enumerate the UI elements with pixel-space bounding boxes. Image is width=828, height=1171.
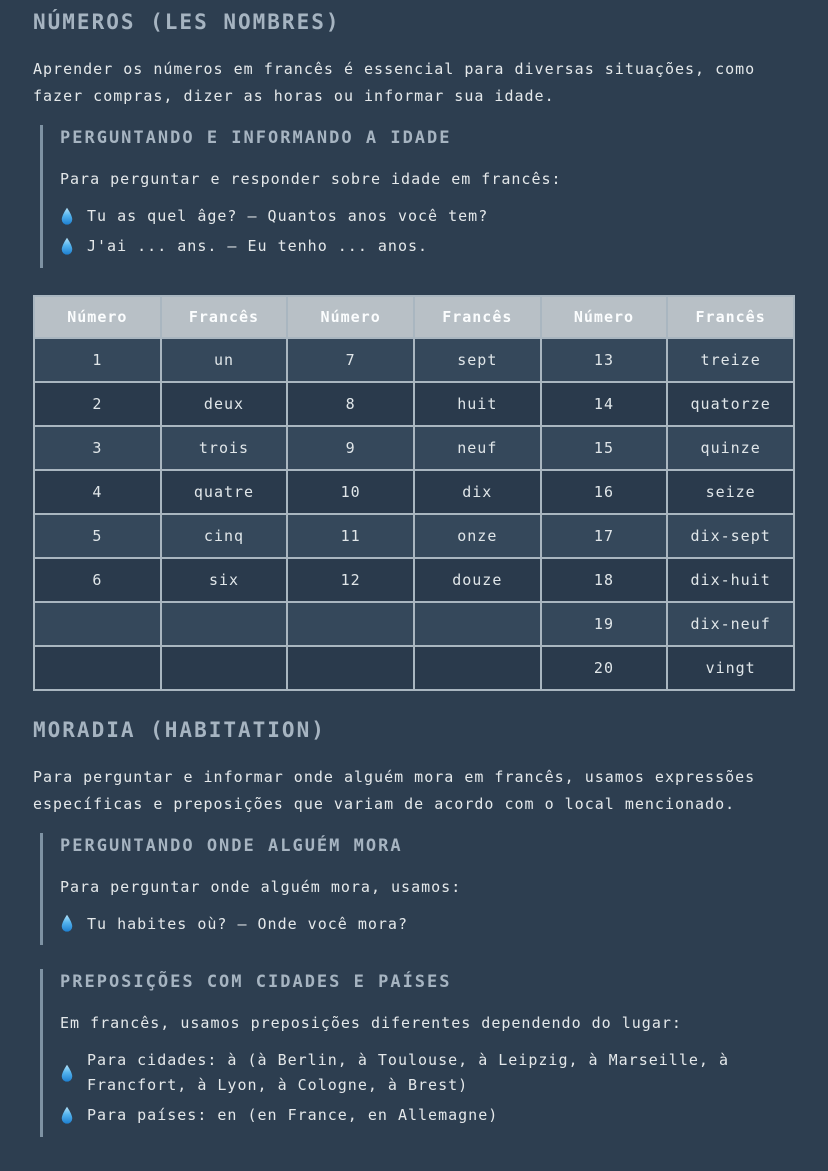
housing-section-intro: Para perguntar e informar onde alguém mora em francês, usamos expressões específicas e preposições que variam de acordo com o local mencionado. <box>33 767 756 813</box>
droplet-icon <box>60 1064 74 1083</box>
numbers-section-intro: Aprender os números em francês é essencial para diversas situações, como fazer compras, dizer as horas ou informar sua idade. <box>33 60 756 105</box>
table-cell <box>161 646 288 690</box>
list-item-text: Tu habites où? – Onde você mora? <box>87 914 408 933</box>
list-item <box>60 234 795 259</box>
table-row <box>34 514 794 558</box>
table-cell: 1 <box>34 338 161 382</box>
list-item <box>60 204 795 229</box>
table-row <box>34 558 794 602</box>
table-row <box>34 338 794 382</box>
table-cell: sept <box>414 338 541 382</box>
table-cell: 7 <box>287 338 414 382</box>
numbers-table-header <box>34 296 794 338</box>
subsection-asking-age <box>40 125 795 268</box>
asking-residence-intro: Para perguntar onde alguém mora, usamos: <box>60 877 462 896</box>
table-cell: 20 <box>541 646 668 690</box>
table-row <box>34 646 794 690</box>
table-cell: dix <box>414 470 541 514</box>
table-cell: deux <box>161 382 288 426</box>
list-item <box>60 1048 795 1098</box>
table-cell: 17 <box>541 514 668 558</box>
table-cell: 11 <box>287 514 414 558</box>
asking-age-title: PERGUNTANDO E INFORMANDO A IDADE <box>60 128 452 148</box>
droplet-icon <box>60 914 74 933</box>
table-cell: quatre <box>161 470 288 514</box>
table-cell <box>414 602 541 646</box>
subsection-prepositions <box>40 969 795 1136</box>
prepositions-intro: Em francês, usamos preposições diferentes dependendo do lugar: <box>60 1014 682 1033</box>
table-row <box>34 382 794 426</box>
table-header-row <box>34 296 794 338</box>
table-cell: onze <box>414 514 541 558</box>
table-cell: 10 <box>287 470 414 514</box>
list-item-text: Para países: en (en France, en Allemagne) <box>87 1105 499 1124</box>
table-cell <box>414 646 541 690</box>
table-cell: 4 <box>34 470 161 514</box>
table-cell: 12 <box>287 558 414 602</box>
table-cell: quatorze <box>667 382 794 426</box>
table-cell <box>34 602 161 646</box>
table-header-cell: Número <box>541 296 668 338</box>
numbers-table <box>33 295 795 691</box>
table-cell: 3 <box>34 426 161 470</box>
table-cell: seize <box>667 470 794 514</box>
table-cell <box>161 602 288 646</box>
table-row <box>34 426 794 470</box>
table-cell: 9 <box>287 426 414 470</box>
list-item-text: J'ai ... ans. – Eu tenho ... anos. <box>87 236 429 255</box>
numbers-section-title: NÚMEROS (LES NOMBRES) <box>33 10 341 34</box>
table-cell: neuf <box>414 426 541 470</box>
table-header-cell: Francês <box>667 296 794 338</box>
table-cell: 8 <box>287 382 414 426</box>
prepositions-title: PREPOSIÇÕES COM CIDADES E PAÍSES <box>60 972 452 993</box>
droplet-icon <box>60 237 74 256</box>
table-cell: 14 <box>541 382 668 426</box>
table-cell: dix-neuf <box>667 602 794 646</box>
table-header-cell: Número <box>287 296 414 338</box>
asking-age-intro: Para perguntar e responder sobre idade em francês: <box>60 170 562 188</box>
table-cell: 15 <box>541 426 668 470</box>
table-cell <box>287 602 414 646</box>
table-cell: 16 <box>541 470 668 514</box>
list-item-text: Para cidades: à (à Berlin, à Toulouse, à Leipzig, à Marseille, à Francfort, à Lyon, à Cologne, à Brest) <box>87 1051 729 1094</box>
table-cell: treize <box>667 338 794 382</box>
list-item <box>60 1103 795 1128</box>
table-cell: vingt <box>667 646 794 690</box>
numbers-table-body <box>34 338 794 690</box>
subsection-asking-residence <box>40 833 795 946</box>
table-cell: 5 <box>34 514 161 558</box>
table-cell: 2 <box>34 382 161 426</box>
table-cell: un <box>161 338 288 382</box>
table-cell <box>34 646 161 690</box>
table-cell: dix-huit <box>667 558 794 602</box>
list-item <box>60 912 795 937</box>
section-housing <box>33 718 795 1137</box>
asking-residence-title: PERGUNTANDO ONDE ALGUÉM MORA <box>60 835 403 856</box>
table-header-cell: Francês <box>161 296 288 338</box>
table-cell: quinze <box>667 426 794 470</box>
housing-section-title: MORADIA (HABITATION) <box>33 717 326 742</box>
droplet-icon <box>60 1106 74 1125</box>
table-cell: trois <box>161 426 288 470</box>
table-cell: 6 <box>34 558 161 602</box>
table-header-cell: Número <box>34 296 161 338</box>
table-cell <box>287 646 414 690</box>
table-cell: 18 <box>541 558 668 602</box>
table-cell: six <box>161 558 288 602</box>
section-numbers <box>33 10 795 691</box>
list-item-text: Tu as quel âge? – Quantos anos você tem? <box>87 207 489 225</box>
droplet-icon <box>60 207 74 226</box>
table-row <box>34 470 794 514</box>
table-cell: 19 <box>541 602 668 646</box>
table-cell: dix-sept <box>667 514 794 558</box>
table-cell: 13 <box>541 338 668 382</box>
table-row <box>34 602 794 646</box>
table-header-cell: Francês <box>414 296 541 338</box>
table-cell: huit <box>414 382 541 426</box>
table-cell: cinq <box>161 514 288 558</box>
table-cell: douze <box>414 558 541 602</box>
